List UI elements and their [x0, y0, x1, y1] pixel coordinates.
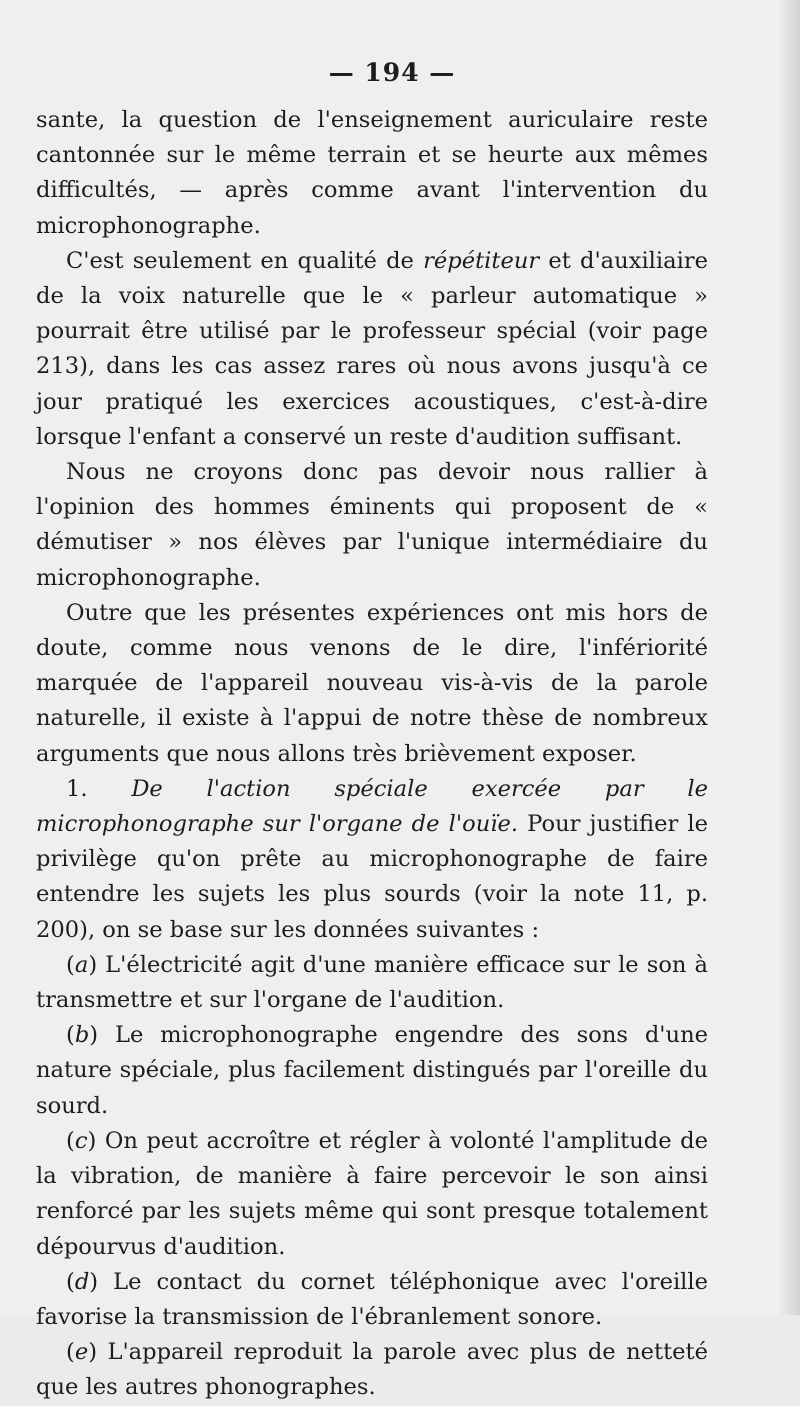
paragraph-section-1: 1. De l'action spéciale exercée par le microphonographe sur l'organe de l'ouïe. Pour justifier le privilège qu'on prête au microphonographe de faire entendre les sujets les plus sourds (voir la note 11, p. 200), on se base sur les données suivantes :: [36, 775, 708, 943]
paragraph-opinion: Nous ne croyons donc pas devoir nous rallier à l'opinion des hommes éminents qui proposent de « démutiser » nos élèves par l'unique intermédiaire du microphonographe.: [36, 459, 708, 591]
italic-term: répétiteur: [423, 247, 540, 274]
page-edge-shadow: [778, 0, 800, 1315]
list-item-a: (a) L'électricité agit d'une manière efficace sur le son à transmettre et sur l'organe de l'audition.: [36, 951, 708, 1014]
list-item-d: (d) Le contact du cornet téléphonique avec l'oreille favorise la transmission de l'ébranlement sonore.: [36, 1268, 708, 1330]
list-item-b: (b) Le microphonographe engendre des sons d'une nature spéciale, plus facilement distingués par l'oreille du sourd.: [36, 1022, 708, 1119]
paragraph-continuation: sante, la question de l'enseignement auriculaire reste cantonnée sur le même terrain et se heurte aux mêmes difficultés, — après comme avant l'intervention du microphonographe.: [36, 107, 708, 239]
paragraph-repetiteur: C'est seulement en qualité de répétiteur et d'auxiliaire de la voix naturelle que le « parleur automatique » pourrait être utilisé par le professeur spécial (voir page 213), dans les cas assez rares où nous avons jusqu'à ce jour pratiqué les exercices acoustiques, c'est-à-dire lorsque l'enfant a conservé un reste d'audition suffisant.: [36, 247, 708, 450]
list-item-c: (c) On peut accroître et régler à volonté l'amplitude de la vibration, de manière à faire percevoir le son ainsi renforcé par les sujets même qui sont presque totalement dépourvus d'audition.: [36, 1127, 708, 1260]
section-heading-italic: De l'action spéciale exercée par le microphonographe sur l'organe de l'ouïe.: [36, 775, 708, 838]
body-text: [36, 103, 708, 1406]
paragraph-outre: Outre que les présentes expériences ont mis hors de doute, comme nous venons de le dire, l'infériorité marquée de l'appareil nouveau vis-à-vis de la parole naturelle, il existe à l'appui de notre thèse de nombreux arguments que nous allons très brièvement exposer.: [36, 599, 708, 767]
page-number: — 194 —: [328, 58, 456, 87]
list-item-e: (e) L'appareil reproduit la parole avec plus de netteté que les autres phonographes.: [36, 1339, 708, 1401]
